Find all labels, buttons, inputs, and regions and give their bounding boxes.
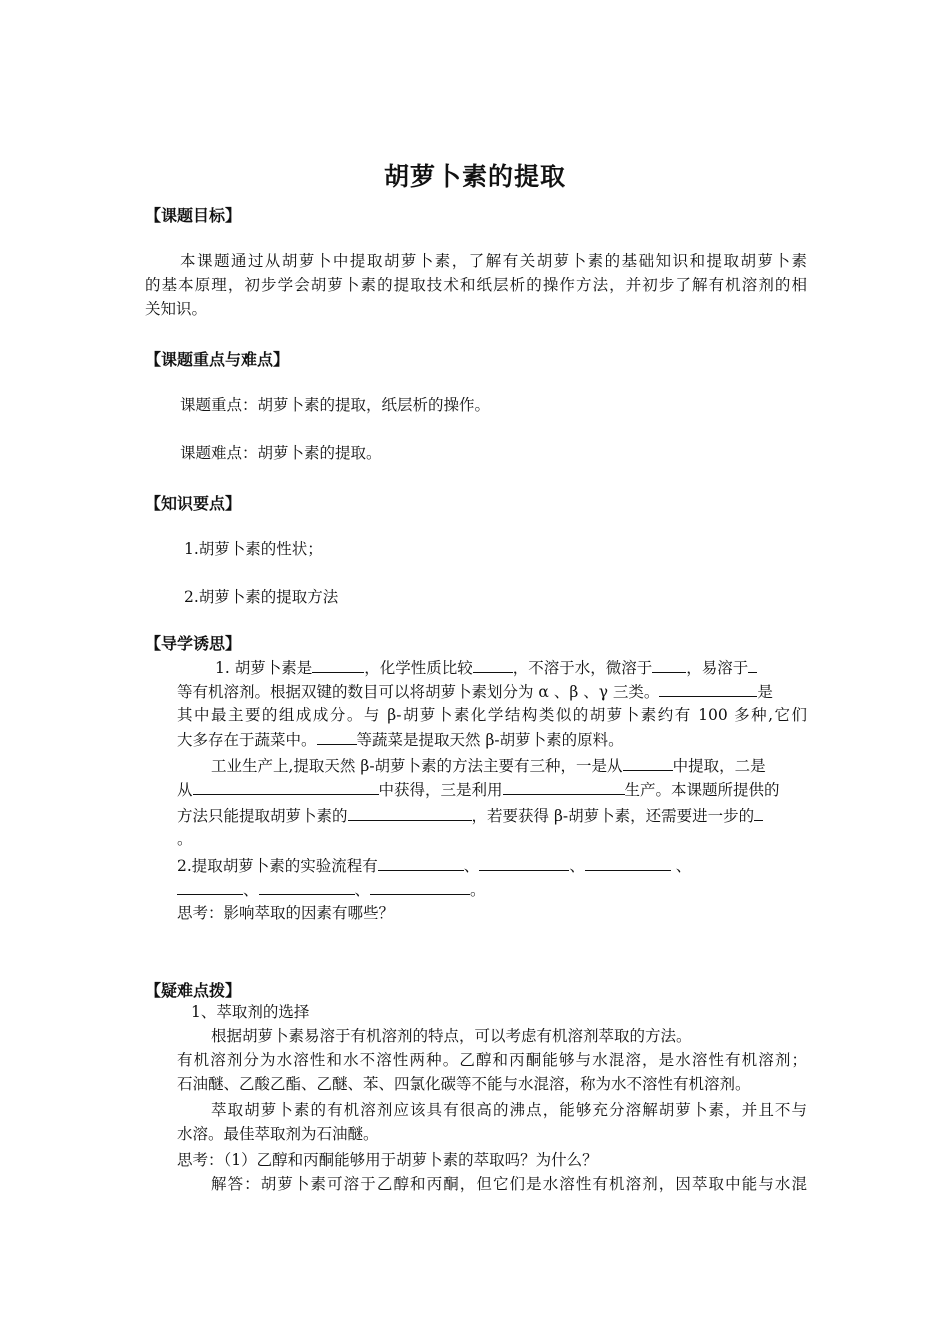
guide-text: 中获得，三是利用 bbox=[378, 781, 503, 799]
knowledge-item-1: 1.胡萝卜素的性状； bbox=[184, 540, 323, 558]
guide-line-2 bbox=[177, 681, 773, 702]
fill-blank[interactable] bbox=[659, 681, 757, 697]
heading-difficulty: 【疑难点拨】 bbox=[145, 981, 242, 1000]
guide-text: 工业生产上,提取天然 β-胡萝卜素的方法主要有三种，一是从 bbox=[211, 757, 623, 775]
fill-blank[interactable] bbox=[317, 729, 357, 745]
fill-blank[interactable] bbox=[193, 779, 379, 795]
fill-blank[interactable] bbox=[748, 657, 757, 673]
heading-guide: 【导学诱思】 bbox=[145, 634, 242, 653]
difficulty-answer-1: 解答：胡萝卜素可溶于乙醇和丙酮，但它们是水溶性有机溶剂，因萃取中能与水混 bbox=[211, 1175, 807, 1193]
guide-text: 方法只能提取胡萝卜素的 bbox=[177, 807, 348, 825]
guide-line-5 bbox=[211, 755, 766, 776]
fill-blank[interactable] bbox=[378, 855, 464, 871]
guide-line-8: 。 bbox=[177, 830, 193, 848]
heading-key-points: 【课题重点与难点】 bbox=[145, 350, 290, 369]
difficulty-para-1: 根据胡萝卜素易溶于有机溶剂的特点，可以考虑有机溶剂萃取的方法。 bbox=[211, 1027, 692, 1045]
fill-blank[interactable] bbox=[473, 657, 513, 673]
guide-text: 中提取，二是 bbox=[672, 757, 766, 775]
difficulty-para-3: 石油醚、乙酸乙酯、乙醚、苯、四氯化碳等不能与水混溶，称为水不溶性有机溶剂。 bbox=[177, 1075, 751, 1093]
guide-line-9 bbox=[177, 855, 691, 876]
difficulty-para-2: 有机溶剂分为水溶性和水不溶性两种。乙醇和丙酮能够与水混溶，是水溶性有机溶剂； bbox=[177, 1051, 807, 1069]
difficulty-para-5: 水溶。最佳萃取剂为石油醚。 bbox=[177, 1125, 379, 1143]
guide-text: 等蔬菜是提取天然 β-胡萝卜素的原料。 bbox=[356, 731, 624, 749]
guide-text: 生产。本课题所提供的 bbox=[624, 781, 780, 799]
guide-line-7 bbox=[177, 805, 763, 826]
fill-blank[interactable] bbox=[177, 879, 243, 895]
guide-line-4 bbox=[177, 729, 624, 750]
guide-text: 大多存在于蔬菜中。 bbox=[177, 731, 317, 749]
fill-blank[interactable] bbox=[312, 657, 364, 673]
fill-blank[interactable] bbox=[754, 805, 763, 821]
fill-blank[interactable] bbox=[503, 779, 625, 795]
guide-think: 思考：影响萃取的因素有哪些？ bbox=[177, 904, 395, 922]
key-point: 课题重点：胡萝卜素的提取，纸层析的操作。 bbox=[180, 396, 491, 414]
separator: 、 bbox=[569, 857, 585, 875]
fill-blank[interactable] bbox=[370, 879, 470, 895]
goal-text-line-3: 关知识。 bbox=[145, 300, 208, 318]
difficulty-para-4: 萃取胡萝卜素的有机溶剂应该具有很高的沸点，能够充分溶解胡萝卜素，并且不与 bbox=[211, 1101, 807, 1119]
guide-line-3: 其中最主要的组成成分。与 β-胡萝卜素化学结构类似的胡萝卜素约有 100 多种,它们 bbox=[177, 706, 807, 724]
difficulty-question-1: 思考：（1）乙醇和丙酮能够用于胡萝卜素的萃取吗？为什么？ bbox=[177, 1151, 598, 1169]
heading-goal: 【课题目标】 bbox=[145, 206, 242, 225]
fill-blank[interactable] bbox=[348, 805, 472, 821]
separator: 、 bbox=[675, 857, 692, 875]
guide-text: ，化学性质比较 bbox=[364, 659, 473, 677]
page-title: 胡萝卜素的提取 bbox=[383, 162, 566, 191]
separator: 、 bbox=[463, 857, 480, 875]
guide-text: ，不溶于水，微溶于 bbox=[512, 659, 653, 677]
fill-blank[interactable] bbox=[585, 855, 671, 871]
guide-text: 是 bbox=[757, 683, 773, 701]
difficulty-item-1: 1、萃取剂的选择 bbox=[191, 1003, 310, 1021]
guide-text: 1. 胡萝卜素是 bbox=[215, 659, 313, 677]
goal-text-line-1: 本课题通过从胡萝卜中提取胡萝卜素，了解有关胡萝卜素的基础知识和提取胡萝卜素 bbox=[180, 252, 807, 270]
separator: 、 bbox=[354, 881, 371, 899]
fill-blank[interactable] bbox=[259, 879, 355, 895]
guide-line-1 bbox=[215, 657, 757, 678]
guide-text: 2.提取胡萝卜素的实验流程有 bbox=[177, 857, 378, 875]
guide-text: ，若要获得 β-胡萝卜素，还需要进一步的 bbox=[471, 807, 755, 825]
guide-line-10 bbox=[177, 879, 486, 900]
guide-text: 等有机溶剂。根据双键的数目可以将胡萝卜素划分为 α 、β 、γ 三类。 bbox=[177, 683, 660, 701]
separator: 、 bbox=[243, 881, 259, 899]
guide-text: 从 bbox=[177, 781, 193, 799]
heading-knowledge: 【知识要点】 bbox=[145, 494, 242, 513]
guide-line-6 bbox=[177, 779, 780, 800]
fill-blank[interactable] bbox=[652, 657, 686, 673]
fill-blank[interactable] bbox=[479, 855, 569, 871]
guide-text: ，易溶于 bbox=[686, 659, 749, 677]
guide-text: 。 bbox=[470, 881, 486, 899]
fill-blank[interactable] bbox=[623, 755, 673, 771]
difficult-point: 课题难点：胡萝卜素的提取。 bbox=[180, 444, 382, 462]
knowledge-item-2: 2.胡萝卜素的提取方法 bbox=[184, 588, 339, 606]
goal-text-line-2: 的基本原理，初步学会胡萝卜素的提取技术和纸层析的操作方法，并初步了解有机溶剂的相 bbox=[145, 276, 807, 294]
